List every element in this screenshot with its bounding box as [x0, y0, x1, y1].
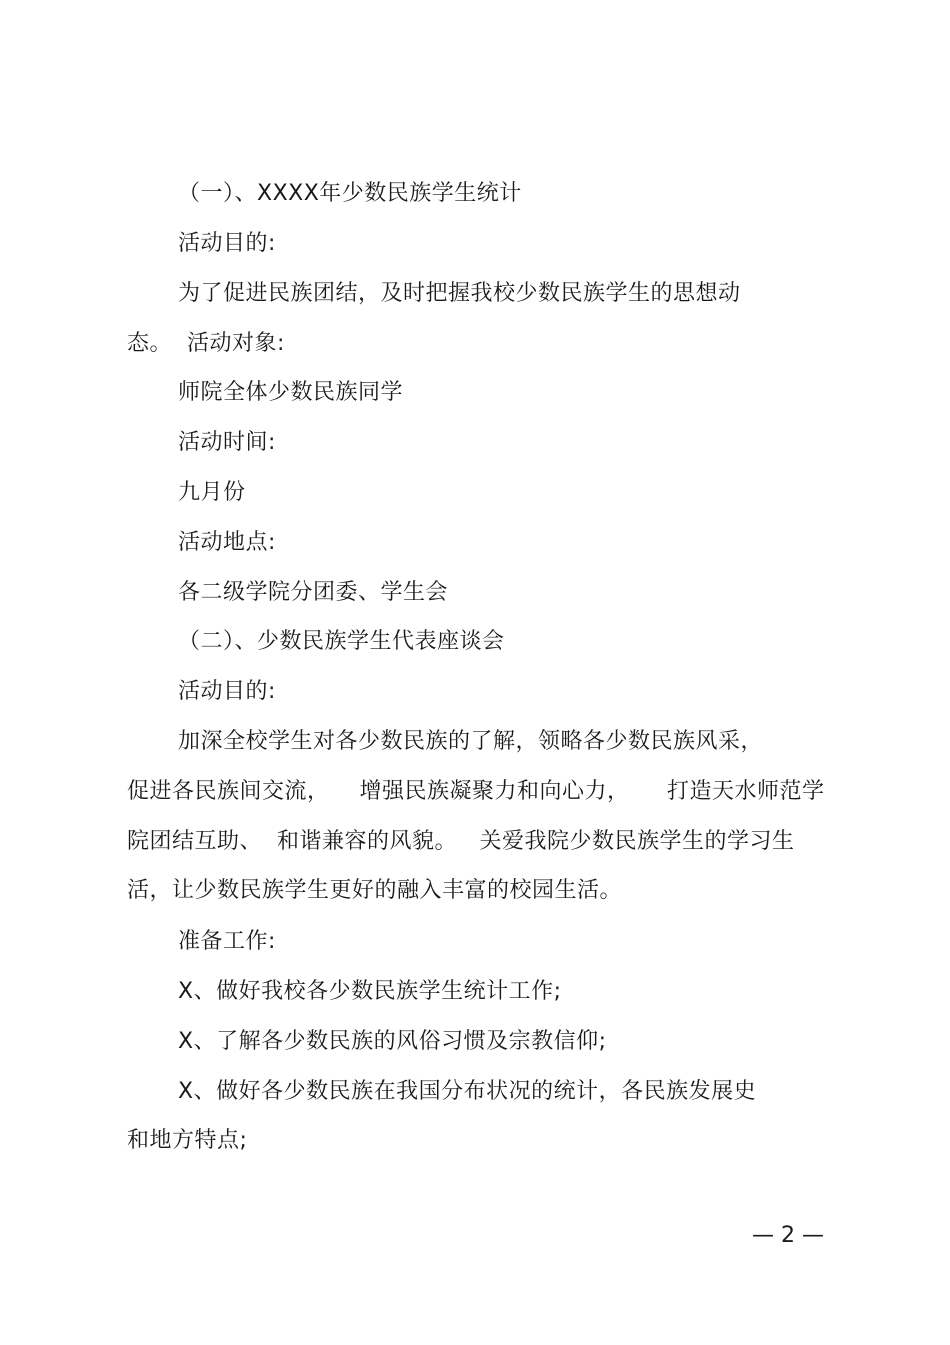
- paragraph-line: 活动时间:: [178, 430, 276, 455]
- paragraph-line: 各二级学院分团委、学生会: [178, 580, 449, 605]
- paragraph-line: 院团结互助、 和谐兼容的风貌。 关爱我院少数民族学生的学习生: [127, 829, 795, 854]
- page-number: — 2 —: [752, 1223, 824, 1248]
- paragraph-line: 和地方特点;: [127, 1128, 248, 1153]
- paragraph-line: 准备工作:: [178, 929, 276, 954]
- list-item: X、做好我校各少数民族学生统计工作;: [178, 979, 562, 1004]
- paragraph-line: 态。 活动对象:: [127, 331, 285, 356]
- list-item: X、做好各少数民族在我国分布状况的统计，各民族发展史: [178, 1079, 757, 1104]
- paragraph-line: 活，让少数民族学生更好的融入丰富的校园生活。: [127, 878, 623, 903]
- paragraph-line: 师院全体少数民族同学: [178, 380, 404, 405]
- section-heading-1: （一）、XXXX年少数民族学生统计: [178, 181, 522, 206]
- paragraph-line: 活动目的:: [178, 231, 276, 256]
- paragraph-line: 活动地点:: [178, 530, 276, 555]
- paragraph-line: 促进各民族间交流， 增强民族凝聚力和向心力， 打造天水师范学: [127, 779, 825, 804]
- paragraph-line: 为了促进民族团结，及时把握我校少数民族学生的思想动: [178, 281, 741, 306]
- paragraph-line: 九月份: [178, 480, 246, 505]
- section-heading-2: （二）、少数民族学生代表座谈会: [178, 629, 505, 654]
- list-item: X、了解各少数民族的风俗习惯及宗教信仰;: [178, 1029, 607, 1054]
- paragraph-line: 活动目的:: [178, 679, 276, 704]
- paragraph-line: 加深全校学生对各少数民族的了解，领略各少数民族风采，: [178, 729, 764, 754]
